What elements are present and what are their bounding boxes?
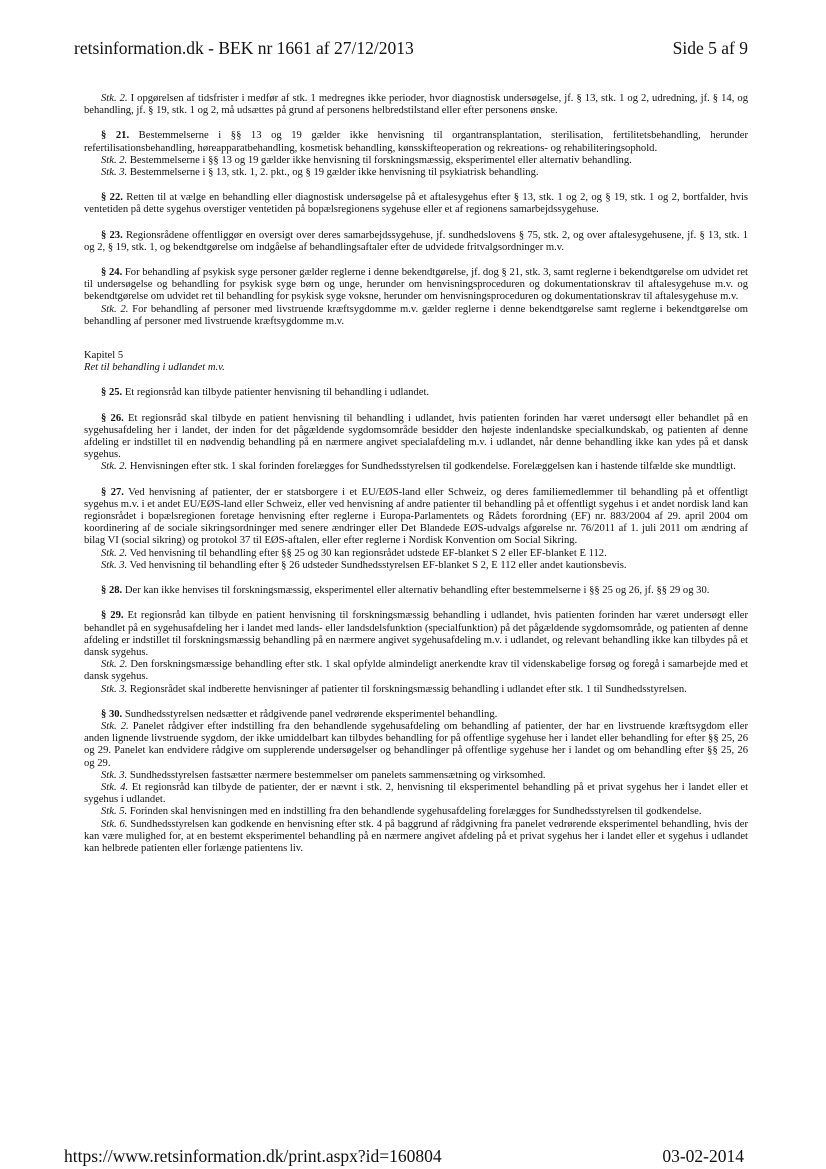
paragraph [84,610,748,659]
subsection-label: Stk. 5. [101,806,128,818]
paragraph-spacer [84,217,748,230]
subsection-label: Stk. 3. [101,167,128,179]
paragraph-text: Sundhedsstyrelsen kan godkende en henvisning efter stk. 4 på baggrund af rådgivning fra panelet vedrørende eksperimentel behandling, hvis der kan være mulighed for, at en bestemt eksperimentel behandling på en nærmere angivet afdeling på et privat sygehus her i landet eller et sygehus i udlandet kan helbrede patienten eller forlænge patientens liv. [84,818,748,854]
subsection-label: Stk. 2. [101,93,128,104]
paragraph-text: Forinden skal henvisningen med en indstilling fra den behandlende sygehusafdeling forelægges for Sundhedsstyrelsen til godkendelse. [127,806,702,818]
section-number: § 24. [101,267,123,279]
paragraph-text: Ved henvisning til behandling efter §§ 25 og 30 kan regionsrådet udstede EF-blanket S 2 eller EF-blanket E 112. [127,547,607,559]
paragraph-text: Et regionsråd kan tilbyde de patienter, der er nævnt i stk. 2, henvisning til eksperimentel behandling på et privat sygehus her i landet eller et sygehus i udlandet. [84,781,749,806]
paragraph [84,819,748,856]
paragraph-text: Et regionsråd skal tilbyde en patient henvisning til behandling i udlandet, hvis patienten forinden har været undersøgt eller behandlet på en sygehusafdeling her i landet, der inden for det pågældende sygdomsområde besidder den højeste indenlandske specialkundskab, og patienten af denne afdeling er indstillet til en nødvendig behandling på en nærmere angivet specialafdeling m.v. i udlandet, når denne behandling ikke kan ydes på et dansk sygehus. [84,412,748,461]
paragraph-text: I opgørelsen af tidsfrister i medfør af stk. 1 medregnes ikke perioder, hvor diagnostisk undersøgelse, jf. § 13, stk. 1 og 2, udredning, jf. § 14, og behandling, jf. § 19, stk. 1 og 2, må udsættes på grund af personens helbredstilstand eller efter personens ønske. [84,93,749,117]
subsection-label: Stk. 3. [101,769,128,781]
section-number: § 21. [101,130,130,142]
section-number: § 27. [101,486,124,498]
paragraph [84,487,748,548]
document-body [84,93,748,855]
section-number: § 25. [101,387,123,399]
paragraph [84,155,748,167]
paragraph [84,230,748,254]
page-number: Side 5 af 9 [672,38,748,58]
section-number: § 30. [101,708,123,720]
paragraph [84,560,748,572]
subsection-label: Stk. 2. [101,547,128,559]
page-url: https://www.retsinformation.dk/print.aspx?id=160804 [64,1146,442,1166]
section-number: § 23. [101,229,123,241]
subsection-label: Stk. 3. [101,683,128,695]
subsection-label: Stk. 4. [101,781,129,793]
paragraph [84,167,748,179]
paragraph-spacer [84,474,748,487]
subsection-label: Stk. 6. [101,818,128,830]
section-number: § 22. [101,192,123,204]
paragraph-spacer [84,179,748,192]
paragraph-text: Den forskningsmæssige behandling efter stk. 1 skal opfylde almindeligt anerkendte krav til videnskabelige forsøg og foregå i samarbejde med et dansk sygehus. [84,659,748,683]
paragraph-text: Bestemmelserne i §§ 13 og 19 gælder ikke henvisning til organtransplantation, sterilisation, fertilitetsbehandling, herunder refertilisationsbehandling, høreapparatbehandling, kosmetisk behandling, kønsskifteoperation og rekreations- og rehabiliteringsophold. [84,130,748,154]
paragraph-text: For behandling af personer med livstruende kræftsygdomme m.v. gælder reglerne i denne bekendtgørelse samt reglerne i bekendtgørelse om behandling af personer med livstruende kræftsygdomme m.v. [84,303,748,327]
paragraph-spacer [84,117,748,130]
section-number: § 28. [101,585,123,597]
paragraph [84,461,748,473]
subsection-label: Stk. 2. [101,154,128,166]
subsection-label: Stk. 2. [101,720,129,732]
paragraph [84,709,748,721]
paragraph-text: Regionsrådet skal indberette henvisninger af patienter til forskningsmæssig behandling i udlandet efter stk. 1 til Sundhedsstyrelsen. [127,683,687,695]
subsection-label: Stk. 2. [101,461,128,473]
paragraph-spacer [84,400,748,413]
paragraph-text: Sundhedsstyrelsen fastsætter nærmere bestemmelser om panelets sammensætning og virksomhed. [127,769,546,781]
paragraph-spacer [84,572,748,585]
subsection-label: Stk. 2. [101,303,129,315]
chapter-subtitle: Ret til behandling i udlandet m.v. [84,362,225,374]
chapter-heading: Kapitel 5 [84,350,124,362]
paragraph-text: Ved henvisning af patienter, der er statsborgere i et EU/EØS-land eller Schweiz, og deres familiemedlemmer til behandling på et offentligt sygehus m.v. i et andet EU/EØS-land eller Schweiz, eller ved henvisning af andre patienter til behandling på et offentligt sygehus i et andet nordisk land kan regionsrådet i bopælsregionen foretage henvisning efter reglerne i Europa-Parlamentets og Rådets forordning (EF) nr. 883/2004 af 29. april 2004 om koordinering af de sociale sikringsordninger med senere ændringer eller Det Blandede EØS-udvalgs afgørelse nr. 76/2011 af 1. juli 2011 om ændring af bilag VI (social sikring) og protokol 37 til EØS-aftalen, eller efter reglerne i Nordisk Konvention om Social Sikring. [84,486,748,547]
paragraph-text: Bestemmelserne i § 13, stk. 1, 2. pkt., og § 19 gælder ikke henvisning til psykiatrisk behandling. [127,167,539,179]
paragraph-text: Regionsrådene offentliggør en oversigt over deres samarbejdssygehuse, jf. sundhedslovens § 75, stk. 2, og over aftalesygehusene, jf. § 13, stk. 1 og 2, § 19, stk. 1, og bekendtgørelse om indgåelse af behandlingsaftaler efter de udvidede fritvalgsordninger m.v. [84,229,748,253]
print-date: 03-02-2014 [662,1146,744,1166]
subsection-label: Stk. 3. [101,559,128,571]
paragraph [84,782,748,806]
paragraph-text: Sundhedsstyrelsen nedsætter et rådgivende panel vedrørende eksperimentel behandling. [122,708,498,720]
paragraph [84,659,748,683]
paragraph [84,806,748,818]
paragraph-text: Et regionsråd kan tilbyde patienter henvisning til behandling i udlandet. [122,387,430,399]
paragraph [84,304,748,328]
paragraph [84,770,748,782]
paragraph [84,93,748,117]
paragraph [84,585,748,597]
paragraph [84,387,748,399]
paragraph-text: Retten til at vælge en behandling eller diagnostisk undersøgelse på et aftalesygehus efter § 13, stk. 1 og 2, og § 19, stk. 1 og 2, bortfalder, hvis ventetiden på dette sygehus overstiger ventetiden på bopælsregionens sygehuse eller et af regionens samarbejdssygehuse. [84,192,749,216]
paragraph [84,413,748,462]
paragraph [84,548,748,560]
paragraph [84,721,748,770]
paragraph-text: Panelet rådgiver efter indstilling fra den behandlende sygehusafdeling om behandling af patienter, der har en livstruende kræftsygdom eller anden lignende livstruende sygdom, der ikke umiddelbart kan tilbydes behandling for på offentlige sygehuse her i landet eller behandling for efter §§ 25, 26 og 29. Panelet kan endvidere rådgive om supplerende undersøgelser og behandlinger på offentlige sygehuse her i landet og om behandling efter §§ 25, 26 og 29. [84,720,748,769]
paragraph-text: Henvisningen efter stk. 1 skal forinden forelægges for Sundhedsstyrelsen til godkendelse. Forelæggelsen kan i hastende tilfælde ske mundtligt. [127,461,736,473]
paragraph-text: Der kan ikke henvises til forskningsmæssig, eksperimentel eller alternativ behandling efter bestemmelserne i §§ 25 og 26, jf. §§ 29 og 30. [122,585,710,597]
paragraph-spacer [84,374,748,387]
page-header-title: retsinformation.dk - BEK nr 1661 af 27/12/2013 [74,38,414,58]
paragraph-spacer [84,328,748,350]
section-number: § 26. [101,412,124,424]
paragraph-spacer [84,597,748,610]
paragraph-text: Ved henvisning til behandling efter § 26 udsteder Sundhedsstyrelsen EF-blanket S 2, E 112 eller andet kautionsbevis. [127,559,627,571]
paragraph [84,192,748,216]
paragraph-text: Et regionsråd kan tilbyde en patient henvisning til forskningsmæssig behandling i udlandet, hvis patienten forinden har været undersøgt eller behandlet på en sygehusafdeling her i landet med lands- eller landsdelsfunktion (specialfunktion) på det pågældende sygdomsområde, og patienten af denne afdeling er indstillet til forskningsmæssig behandling på en nærmere angivet sygehusafdeling m.v. i udlandet, og relevant behandling ikke kan tilbydes på et dansk sygehus. [84,610,749,658]
paragraph-spacer [84,696,748,709]
paragraph [84,684,748,696]
paragraph [84,130,748,154]
paragraph-text: For behandling af psykisk syge personer gælder reglerne i denne bekendtgørelse, jf. dog § 21, stk. 3, samt reglerne i bekendtgørelse om udvidet ret til undersøgelse og behandling for psykisk syge børn og unge, herunder om henvisningsproceduren og dokumentationskrav til aftalesygehuse m.v. og bekendtgørelse om udvidet ret til behandling for psykisk syge voksne, herunder om henvisningsproceduren og dokumentationskrav til aftalesygehuse m.v. [84,267,748,303]
paragraph-text: Bestemmelserne i §§ 13 og 19 gælder ikke henvisning til forskningsmæssig, eksperimentel eller alternativ behandling. [127,154,632,166]
paragraph [84,267,748,304]
paragraph-spacer [84,254,748,267]
section-number: § 29. [101,610,124,622]
subsection-label: Stk. 2. [101,659,128,671]
